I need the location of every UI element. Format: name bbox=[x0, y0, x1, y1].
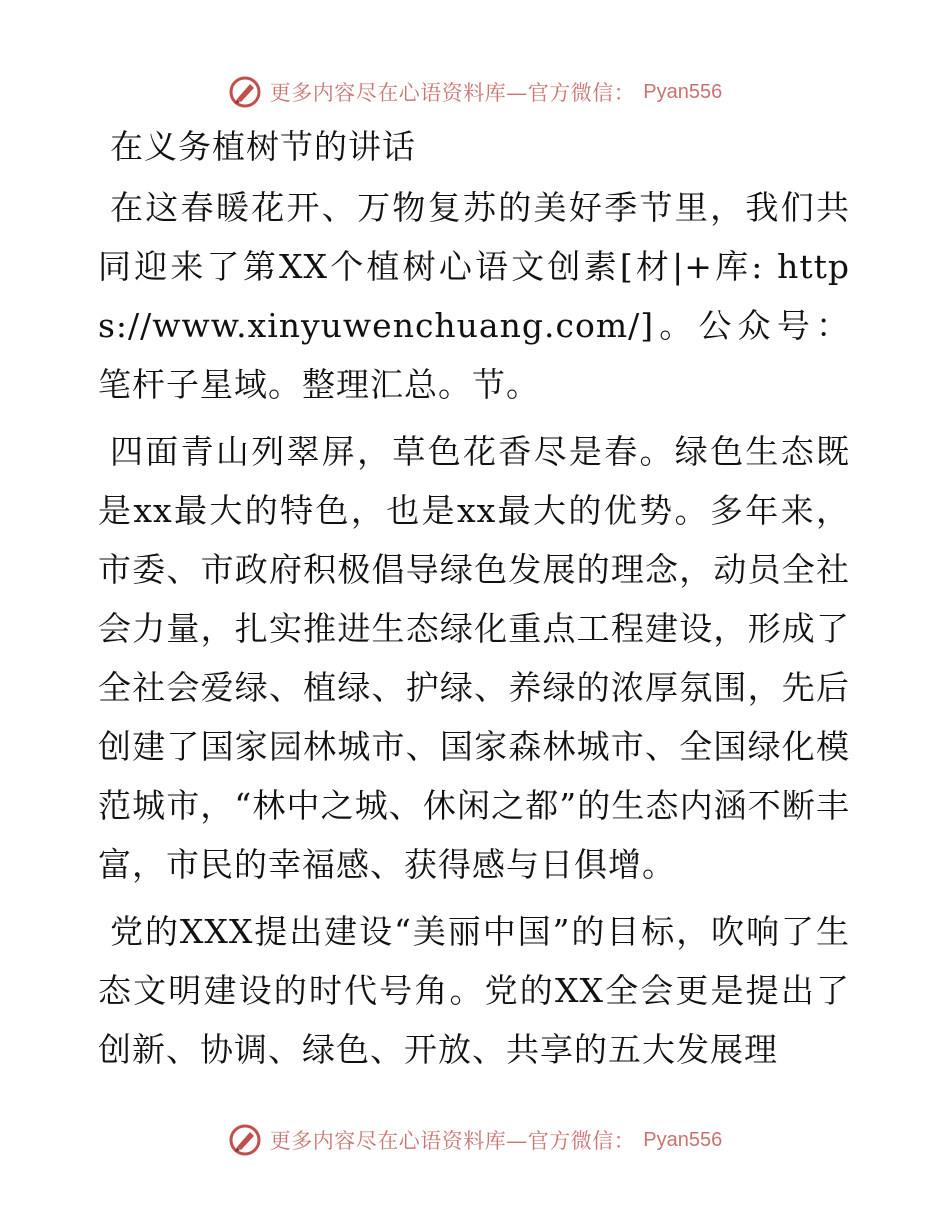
footer-watermark bbox=[0, 1118, 950, 1162]
paragraph: 四面青山列翠屏，草色花香尽是春。绿色生态既是xx最大的特色，也是xx最大的优势。多年来，市委、市政府积极倡导绿色发展的理念，动员全社会力量，扎实推进生态绿化重点工程建设，形成了全社会爱绿、植绿、护绿、养绿的浓厚氛围，先后创建了国家园林城市、国家森林城市、全国绿化模范城市，“林中之城、休闲之都”的生态内涵不断丰富，市民的幸福感、获得感与日俱增。 bbox=[98, 432, 850, 884]
pen-logo-icon bbox=[228, 75, 262, 109]
paragraph: 在这春暖花开、万物复苏的美好季节里，我们共同迎来了第XX个植树心语文创素[材|+库: https://www.xinyuwenchuang.com/]。公众号：笔杆子星域。整理汇总。节。 bbox=[98, 188, 850, 404]
watermark-wechat-id: Pyan556 bbox=[643, 1128, 723, 1151]
watermark-wechat-id: Pyan556 bbox=[643, 80, 723, 103]
pen-logo-icon bbox=[228, 1123, 262, 1157]
paragraph: 党的XXX提出建设“美丽中国”的目标，吹响了生态文明建设的时代号角。党的XX全会更是提出了创新、协调、绿色、开放、共享的五大发展理 bbox=[98, 912, 850, 1069]
watermark-text: 更多内容尽在心语资料库—官方微信： bbox=[269, 1129, 636, 1153]
document-body bbox=[98, 118, 850, 1087]
document-title: 在义务植树节的讲话 bbox=[110, 127, 416, 166]
header-watermark bbox=[0, 70, 950, 114]
watermark-text: 更多内容尽在心语资料库—官方微信： bbox=[269, 81, 636, 105]
